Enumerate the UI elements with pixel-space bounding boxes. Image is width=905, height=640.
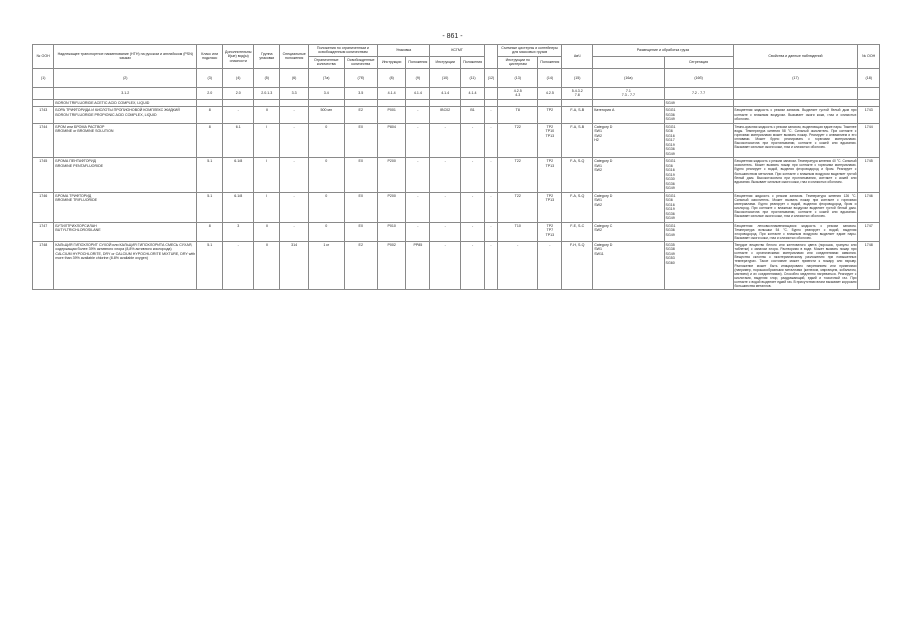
un-number-right: 1746	[858, 192, 880, 222]
column-number: (11)	[461, 68, 485, 87]
section-ref: 5.4.3.2 7.8	[562, 87, 593, 99]
properties: Бесцветная легковоспламеняющаяся жидкость с резким запахом. Температура вспышки 54 °С. Бурно реагирует с водой, выделяя хлороводород. При контакте с влажным воздухом выделяет едкие пары. Вызывает ожоги кожи, глаз и слизистых оболочек.	[734, 223, 857, 240]
limited-quantity: 0	[308, 192, 344, 222]
table-body	[33, 68, 880, 289]
subsidiary-hazard: 6.1	[223, 123, 254, 157]
un-number	[33, 99, 54, 106]
excepted-quantity: E0	[344, 222, 377, 241]
packing-provision: PP85	[406, 242, 430, 290]
section-ref: 2.0.1.3	[254, 87, 280, 99]
limited-quantity: 0	[308, 222, 344, 241]
ems: F-A, S-Q	[562, 192, 593, 222]
class: 5.1	[197, 158, 223, 192]
packing-instruction: P010	[377, 222, 406, 241]
table-row	[33, 222, 880, 241]
un-number-right: 1745	[858, 158, 880, 192]
tank-instruction: T22	[498, 123, 538, 157]
ems: F-E, S-C	[562, 222, 593, 241]
stowage-handling: Category C SW2	[593, 222, 664, 241]
header-ibc-instr: Инструкции	[430, 56, 461, 68]
stowage-handling: Category D SW1 SW11	[593, 242, 664, 290]
packing-group: I	[254, 158, 280, 192]
header-blank-12	[484, 45, 497, 69]
tank-provision: TP2 TP13	[538, 192, 562, 222]
segregation: SGG1 SG6 SG16 SG19 SG36 SG49	[664, 192, 733, 222]
section-ref: 4.1.4	[377, 87, 406, 99]
segregation: SGG1 SG36 SG49	[664, 222, 733, 241]
section-ref	[33, 87, 54, 99]
table-row	[33, 107, 880, 123]
class: 8	[197, 123, 223, 157]
table-row	[33, 99, 880, 106]
header-name: Надлежащее транспортное наименование (НТН) на русском и английском (PSN) языках	[54, 45, 197, 69]
properties: Бесцветная жидкость с резким запахом. Температура кипения 40 °С. Сильный окислитель. Может вызвать пожар при контакте с горючими материалами. Бурно реагирует с водой, выделяя фтороводород и бром. Реагирует с большинством металлов. При контакте с влажным воздухом выделяет густой белый дым. Высокотоксична при проглатывании, контакте с кожей или вдыхании. Вызывает сильные ожоги кожи, глаз и слизистых оболочек.	[733, 158, 858, 192]
page-number: - 861 -	[442, 33, 463, 40]
packing-group: I	[254, 192, 280, 222]
table-row	[33, 242, 880, 290]
column-number: (6)	[280, 68, 309, 87]
header-ibc-prov: Положения	[461, 56, 485, 68]
header-ibc: КСГМГ	[430, 45, 485, 57]
special-provisions	[280, 99, 309, 106]
ibc-instruction: -	[430, 192, 461, 222]
section-ref: 4.1.4	[461, 87, 485, 99]
tank-instruction: T22	[498, 158, 538, 192]
column-number: (15)	[562, 68, 593, 87]
header-pk-instr: Инструкции	[377, 56, 406, 68]
header-segregation: Сегрегация	[664, 56, 733, 68]
section-ref: 3.5	[344, 87, 377, 99]
properties: Твердое вещество белого или желтоватого цвета (порошок, гранулы или таблетки) с запахом хлора. Растворимо в воде. Может вызвать пожар при контакте с органическими материалами или соединениями аммония. Вещества склонны к экзотермическому разложению при повышенных температурах. Такое состояние может привести к пожару или взрыву. Разложение может быть инициировано нагреванием или примесями (например, порошкообразными металлами (железом, марганцем, кобальтом, магнием) и их соединениями). Способно медленно нагреваться. Реагирует с кислотами, выделяя хлор, раздражающий, едкий и токсичный газ. При контакте с водой выделяет едкий газ. В присутствии влаги вызывает коррозию большинства металлов.	[734, 243, 857, 289]
packing-provision: -	[406, 107, 430, 123]
column-12: -	[484, 158, 497, 192]
ibc-instruction: -	[430, 123, 461, 157]
segregation: SG49	[664, 99, 733, 106]
section-ref: 2.0	[197, 87, 223, 99]
header-un-no-right: № ООН	[858, 45, 880, 69]
ems: F-A, S-B	[562, 107, 593, 123]
proper-shipping-name: БОРА ТРИФТОРИДА И КИСЛОТЫ ПРОПИОНОВОЙ КОМПЛЕКС ЖИДКИЙ BORON TRIFLUORIDE PROPIONIC ACID COMPLEX, LIQUID	[54, 107, 197, 123]
properties: Темно-красная жидкость с резким запахом, выделяющая едкие пары. Тяжелее воды. Температура кипения 58 °С. Сильный окислитель. При контакте с горючими материалами может вызвать пожар. Реагирует с алюминием и его сплавами. Может бурно реагировать с горючими материалами. Высокотоксична при проглатывании, контакте с кожей или вдыхании. Вызывает сильные ожоги кожи, глаз и слизистых оболочек.	[733, 123, 858, 157]
column-number: (2)	[54, 68, 197, 87]
un-number: 1744	[33, 123, 54, 157]
section-ref: 4.2.5	[538, 87, 562, 99]
section-ref: 4.1.4	[430, 87, 461, 99]
class	[197, 99, 223, 106]
column-number: (9)	[406, 68, 430, 87]
table-row	[33, 192, 880, 222]
section-ref	[858, 87, 880, 99]
section-ref: 3.3	[280, 87, 309, 99]
packing-provision: -	[406, 158, 430, 192]
special-provisions: -	[280, 123, 309, 157]
limited-quantity: 1 кг	[308, 242, 344, 290]
table-row	[33, 158, 880, 192]
header-limited-excepted: Положения по ограниченным и освобожденным количествам	[308, 45, 377, 57]
excepted-quantity: E0	[344, 192, 377, 222]
properties	[733, 99, 858, 106]
ibc-provision: -	[461, 242, 485, 290]
class: 8	[197, 107, 223, 123]
header-un-no: № ООН	[33, 45, 54, 69]
excepted-quantity: E2	[344, 242, 377, 290]
packing-instruction: P200	[377, 192, 406, 222]
header-tank-prov: Положения	[538, 56, 562, 68]
header-properties: Свойства и данные наблюдений	[733, 45, 858, 69]
table-row	[33, 123, 880, 157]
packing-instruction: P200	[377, 158, 406, 192]
properties: Бесцветная жидкость с резким запахом. Выделяет густой белый дым при контакте с влажным воздухом. Вызывает ожоги кожи, глаз и слизистых оболочек.	[733, 107, 858, 123]
limited-quantity: 0	[308, 158, 344, 192]
segregation: SGG1 SG6 SG16 SG19 SG30 SG36 SG49	[664, 158, 733, 192]
tank-provision: TP2 TP13	[538, 158, 562, 192]
header-subsidiary: Дополнительный(ые) вид(ы) опасности	[223, 45, 254, 69]
tank-instruction: T8	[498, 107, 538, 123]
column-number: (18)	[858, 68, 880, 87]
limited-quantity: 500 мл	[308, 107, 344, 123]
section-ref	[484, 87, 497, 99]
ems: F-A, S-Q	[562, 158, 593, 192]
ibc-instruction: -	[430, 158, 461, 192]
excepted-quantity: E0	[344, 158, 377, 192]
header-packagings: Упаковка	[377, 45, 429, 57]
section-ref-row	[33, 87, 880, 99]
class: 5.1	[197, 242, 223, 290]
column-12: -	[484, 192, 497, 222]
tank-instruction: T10	[498, 222, 538, 241]
stowage-handling: Category D SW1 SW2 H2	[593, 123, 664, 157]
tank-provision	[538, 99, 562, 106]
ibc-provision: -	[461, 192, 485, 222]
column-number: (10)	[430, 68, 461, 87]
column-number: (4)	[223, 68, 254, 87]
limited-quantity: 0	[308, 123, 344, 157]
ibc-instruction: IBC02	[430, 107, 461, 123]
properties: Бесцветная жидкость с резким запахом. Температура кипения 126 °С. Сильный окислитель. Может вызвать пожар при контакте с горючими материалами. Бурно реагирует с водой, выделяя фтороводород, бром и кислород. При контакте с влажным воздухом выделяет густой белый дым. Высокотоксична при проглатывании, контакте с кожей или вдыхании. Вызывает сильные ожоги кожи, глаз и слизистых оболочек.	[733, 192, 858, 222]
header-limited: Ограниченные количества	[308, 56, 344, 68]
un-number-right: 1744	[858, 123, 880, 157]
column-number: (8)	[377, 68, 406, 87]
packing-provision: -	[406, 222, 430, 241]
special-provisions: -	[280, 107, 309, 123]
tank-provision: -	[538, 242, 562, 290]
ibc-provision: -	[461, 158, 485, 192]
un-number: 1743	[33, 107, 54, 123]
packing-group: II	[254, 222, 280, 241]
ibc-provision: B1	[461, 107, 485, 123]
column-number: (7б)	[344, 68, 377, 87]
header-stowage: Размещение и обработка груза	[593, 45, 733, 57]
column-number: (13)	[498, 68, 538, 87]
excepted-quantity: E2	[344, 107, 377, 123]
column-number: (1)	[33, 68, 54, 87]
subsidiary-hazard: 3	[223, 222, 254, 241]
column-12: -	[484, 242, 497, 290]
column-number: (5)	[254, 68, 280, 87]
tank-provision: TP2	[538, 107, 562, 123]
column-12: -	[484, 107, 497, 123]
column-number-row	[33, 68, 880, 87]
section-ref: 2.0	[223, 87, 254, 99]
ibc-provision: -	[461, 222, 485, 241]
column-number: (3)	[197, 68, 223, 87]
subsidiary-hazard: 6.1/8	[223, 192, 254, 222]
packing-provision: -	[406, 192, 430, 222]
ibc-instruction: -	[430, 222, 461, 241]
section-ref: 7.1 7.3 - 7.7	[593, 87, 664, 99]
packing-instruction: P804	[377, 123, 406, 157]
subsidiary-hazard: 6.1/8	[223, 158, 254, 192]
stowage-handling: Категория A	[593, 107, 664, 123]
tank-instruction: T22	[498, 192, 538, 222]
un-number: 1748	[33, 242, 54, 290]
special-provisions: -	[280, 158, 309, 192]
header-special-provisions: Специальные положения	[280, 45, 309, 69]
limited-quantity	[308, 99, 344, 106]
section-ref: 3.4	[308, 87, 344, 99]
column-number: (17)	[733, 68, 858, 87]
header-tank-instr: Инструкции по цистернам	[498, 56, 538, 68]
packing-instruction	[377, 99, 406, 106]
un-number-right: 1748	[858, 242, 880, 290]
un-number: 1746	[33, 192, 54, 222]
stowage-handling	[593, 99, 664, 106]
column-12: -	[484, 123, 497, 157]
header-stowage-sub	[593, 56, 664, 68]
un-number: 1745	[33, 158, 54, 192]
packing-group: II	[254, 242, 280, 290]
stowage-handling: Category D SW1 SW2	[593, 158, 664, 192]
un-number-right	[858, 99, 880, 106]
packing-group	[254, 99, 280, 106]
packing-provision	[406, 99, 430, 106]
un-number: 1747	[33, 222, 54, 241]
ibc-instruction: -	[430, 242, 461, 290]
packing-group: I	[254, 123, 280, 157]
excepted-quantity: E0	[344, 123, 377, 157]
column-number: (16a)	[593, 68, 664, 87]
segregation: SGG1 SG6 SG16 SG17 SG19 SG36 SG49	[664, 123, 733, 157]
stowage-handling: Category D SW1 SW2	[593, 192, 664, 222]
header-tanks: Съемные цистерны и контейнеры для массовых грузов	[498, 45, 562, 57]
header-ems: АвЧ	[562, 45, 593, 69]
ibc-provision: -	[461, 123, 485, 157]
subsidiary-hazard: -	[223, 107, 254, 123]
section-ref: 4.2.5 4.3	[498, 87, 538, 99]
section-ref: 4.1.4	[406, 87, 430, 99]
header-packing-group: Группа упаковки	[254, 45, 280, 69]
section-ref: 7.2 - 7.7	[664, 87, 733, 99]
proper-shipping-name: БРОМА ТРИФТОРИД BROMINE TRIFLUORIDE	[54, 192, 197, 222]
tank-provision: TP2 TP7 TP13	[538, 222, 562, 241]
packing-instruction: P002	[377, 242, 406, 290]
special-provisions: -	[280, 192, 309, 222]
ems: F-H, S-Q	[562, 242, 593, 290]
column-number: (7a)	[308, 68, 344, 87]
column-number: (16б)	[664, 68, 733, 87]
header-class: Класс или подкласс	[197, 45, 223, 69]
proper-shipping-name: КАЛЬЦИЯ ГИПОХЛОРИТ СУХОЙ или КАЛЬЦИЯ ГИПОХЛОРИТА СМЕСЬ СУХАЯ, содержащая более 39% активного хлора (8,8% активного кислорода) CALCIUM HYPOCHLORITE, DRY or CALCIUM HYPOCHLORITE MIXTURE, DRY with more than 39% available chlorine (8.8% available oxygen)	[54, 242, 197, 290]
class: 5.1	[197, 192, 223, 222]
un-number-right: 1747	[858, 222, 880, 241]
proper-shipping-name: БРОМА ПЕНТАФТОРИД BROMINE PENTAFLUORIDE	[54, 158, 197, 192]
proper-shipping-name: БУТИЛТРИХЛОРСИЛАН BUTYLTRICHLOROSILANE	[54, 222, 197, 241]
un-number-right: 1743	[858, 107, 880, 123]
ibc-instruction	[430, 99, 461, 106]
special-provisions: 314	[280, 242, 309, 290]
packing-provision: -	[406, 123, 430, 157]
class: 8	[197, 222, 223, 241]
subsidiary-hazard: -	[223, 242, 254, 290]
dangerous-goods-list-table	[32, 44, 880, 290]
header-excepted: Освобожденные количества	[344, 56, 377, 68]
subsidiary-hazard	[223, 99, 254, 106]
section-ref	[733, 87, 858, 99]
header-pk-prov: Положения	[406, 56, 430, 68]
segregation: SG35 SG38 SG49 SG53 SG60	[664, 242, 733, 290]
ems: F-A, S-B	[562, 123, 593, 157]
ems	[562, 99, 593, 106]
tank-instruction	[498, 99, 538, 106]
proper-shipping-name: БРОМ или БРОМА РАСТВОР BROMINE or BROMINE SOLUTION	[54, 123, 197, 157]
packing-instruction: P001	[377, 107, 406, 123]
ibc-provision	[461, 99, 485, 106]
column-12: -	[484, 222, 497, 241]
proper-shipping-name: BORON TRIFLUORIDE ACETIC ACID COMPLEX, LIQUID	[54, 99, 197, 106]
packing-group: II	[254, 107, 280, 123]
segregation: SGG1 SG36 SG49	[664, 107, 733, 123]
column-number: (14)	[538, 68, 562, 87]
column-number: (12)	[484, 68, 497, 87]
tank-provision: TP2 TP10 TP13	[538, 123, 562, 157]
excepted-quantity	[344, 99, 377, 106]
tank-instruction: -	[498, 242, 538, 290]
section-ref: 3.1.2	[54, 87, 197, 99]
column-12	[484, 99, 497, 106]
special-provisions: -	[280, 222, 309, 241]
